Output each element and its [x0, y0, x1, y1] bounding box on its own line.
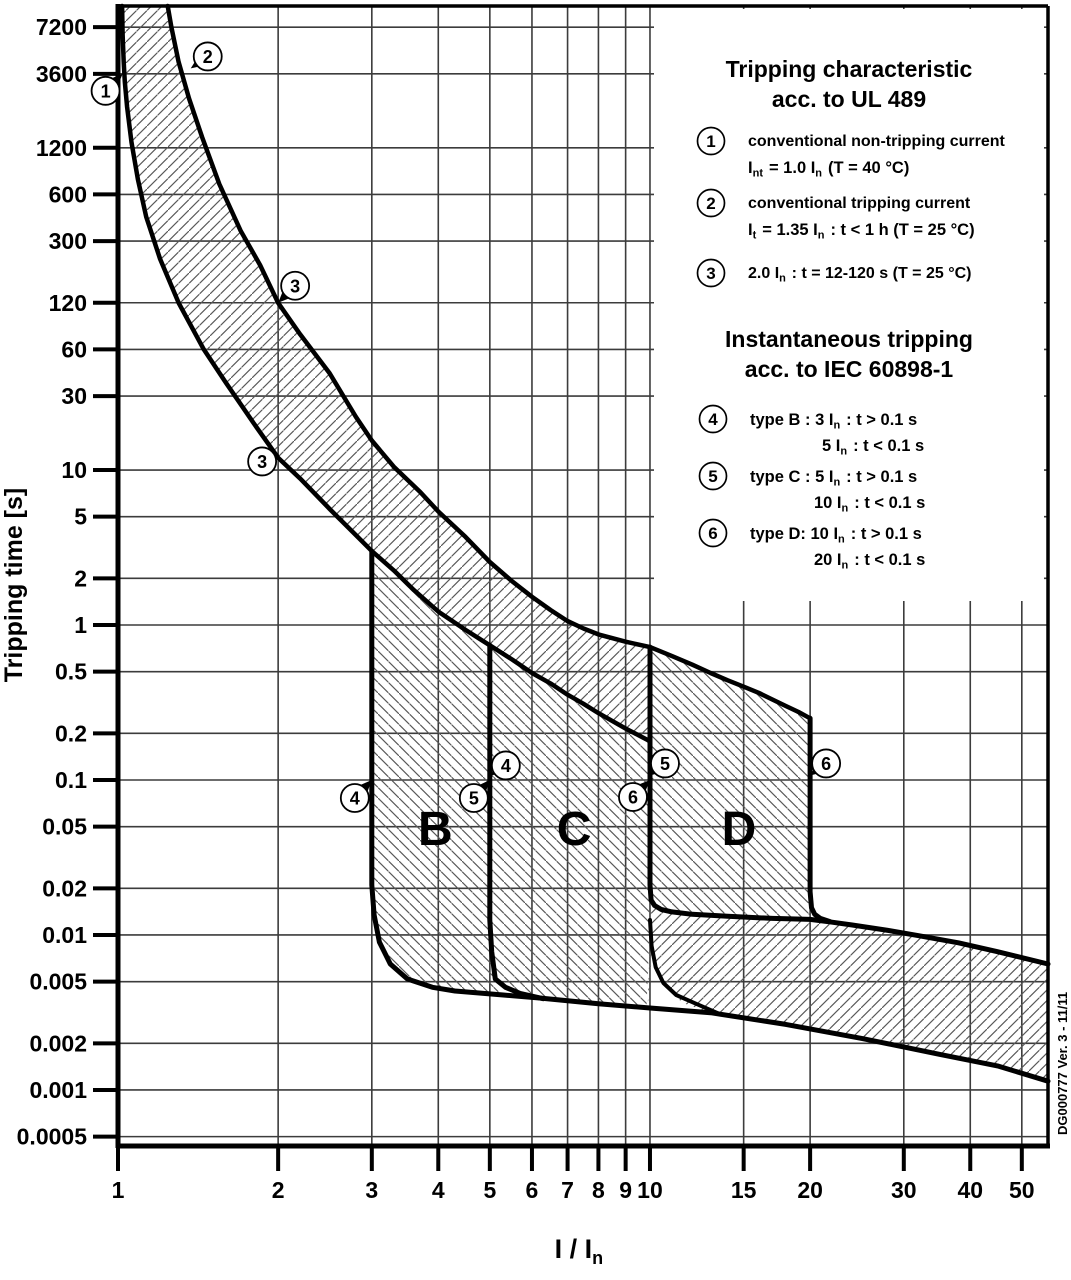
- x-tick-label: 6: [525, 1177, 539, 1203]
- legend-item-number-3: 3: [706, 264, 716, 283]
- annotation-number-6: 6: [627, 787, 638, 808]
- x-tick-label: 8: [592, 1177, 605, 1203]
- y-tick-label: 0.1: [55, 766, 87, 793]
- legend-iec-title-line2: acc. to IEC 60898-1: [744, 356, 954, 382]
- legend-item-number-5: 5: [708, 467, 718, 486]
- x-tick-label: 7: [561, 1177, 574, 1203]
- y-tick-label: 1200: [35, 134, 87, 161]
- y-tick-label: 1: [74, 612, 87, 639]
- y-tick-label: 0.0005: [16, 1123, 87, 1150]
- x-tick-label: 40: [957, 1177, 984, 1203]
- annotation-number-3: 3: [290, 276, 301, 297]
- x-tick-label: 20: [797, 1177, 823, 1203]
- legend-ul-item-1-line1: conventional non-tripping current: [748, 133, 1005, 150]
- x-tick-label: 9: [619, 1177, 633, 1203]
- legend-ul-title-line1: Tripping characteristic: [725, 56, 973, 82]
- y-tick-label: 0.001: [29, 1076, 87, 1103]
- x-tick-label: 30: [891, 1177, 917, 1203]
- legend-iec-item-4-line1: type B : 3 $I_n$ : t > 0.1 s: [750, 411, 918, 432]
- annotation-number-3: 3: [257, 451, 268, 472]
- annotation-number-4: 4: [500, 755, 511, 776]
- x-tick-label: 4: [431, 1177, 445, 1203]
- legend-ul-title-line2: acc. to UL 489: [771, 86, 927, 112]
- y-tick-label: 0.005: [29, 968, 87, 995]
- y-tick-label: 300: [48, 228, 87, 255]
- y-tick-label: 0.01: [42, 921, 87, 948]
- legend-iec-item-4-line2: 5 $I_n$ : t < 0.1 s: [822, 437, 925, 458]
- legend-item-number-6: 6: [708, 524, 718, 543]
- legend-ul-item-2-line2: $I_t$ = 1.35 $I_n$ : t < 1 h (T = 25 °C): [748, 221, 975, 242]
- x-tick-label: 15: [730, 1177, 757, 1203]
- side-note: DG000777 Ver. 3 - 11/11: [1055, 991, 1070, 1135]
- legend-item-number-2: 2: [706, 194, 716, 213]
- legend-item-number-1: 1: [706, 132, 716, 151]
- x-tick-label: 10: [637, 1177, 663, 1203]
- y-tick-label: 600: [48, 181, 87, 208]
- legend-item-number-4: 4: [708, 410, 718, 429]
- y-tick-label: 7200: [35, 14, 87, 41]
- legend-iec-item-6-line2: 20 $I_n$ : t < 0.1 s: [814, 551, 926, 572]
- legend-iec-title-line1: Instantaneous tripping: [725, 326, 973, 352]
- zone-label-B: B: [418, 803, 453, 857]
- y-axis-title: Tripping time [s]: [0, 487, 28, 683]
- y-tick-label: 0.05: [42, 813, 87, 840]
- annotation-number-2: 2: [202, 46, 213, 67]
- y-tick-label: 60: [61, 336, 87, 363]
- legend-iec-item-5-line1: type C : 5 $I_n$ : t > 0.1 s: [750, 468, 918, 489]
- annotation-number-1: 1: [100, 81, 111, 102]
- legend-ul-item-2-line1: conventional tripping current: [748, 195, 971, 212]
- legend-ul-item-1-line2: $I_{nt}$ = 1.0 $I_n$ (T = 40 °C): [748, 159, 910, 180]
- x-tick-label: 50: [1009, 1177, 1035, 1203]
- annotation-number-6: 6: [821, 753, 832, 774]
- y-tick-label: 0.002: [29, 1030, 87, 1057]
- x-tick-label: 5: [483, 1177, 497, 1203]
- y-tick-label: 0.2: [55, 720, 87, 747]
- legend-iec-item-5-line2: 10 $I_n$ : t < 0.1 s: [814, 494, 926, 515]
- annotation-number-4: 4: [349, 788, 360, 809]
- legend-iec-item-6-line1: type D: 10 $I_n$ : t > 0.1 s: [750, 525, 922, 546]
- y-tick-label: 2: [74, 565, 87, 592]
- x-tick-label: 1: [111, 1177, 125, 1203]
- y-tick-label: 0.5: [55, 658, 87, 685]
- zone-label-C: C: [556, 803, 592, 857]
- legend-ul-item-3-line1: 2.0 $I_n$ : t = 12-120 s (T = 25 °C): [748, 265, 972, 285]
- y-tick-label: 10: [61, 457, 87, 484]
- annotation-number-5: 5: [468, 788, 479, 809]
- y-tick-label: 120: [48, 289, 87, 316]
- annotation-number-5: 5: [659, 753, 670, 774]
- x-tick-label: 3: [365, 1177, 379, 1203]
- zone-label-D: D: [721, 803, 757, 857]
- y-tick-label: 0.02: [42, 875, 87, 902]
- x-axis-title: I / $I_n$: [554, 1234, 604, 1268]
- y-tick-label: 3600: [35, 60, 87, 87]
- y-tick-label: 30: [61, 383, 87, 410]
- x-tick-label: 2: [271, 1177, 285, 1203]
- y-tick-label: 5: [74, 503, 87, 530]
